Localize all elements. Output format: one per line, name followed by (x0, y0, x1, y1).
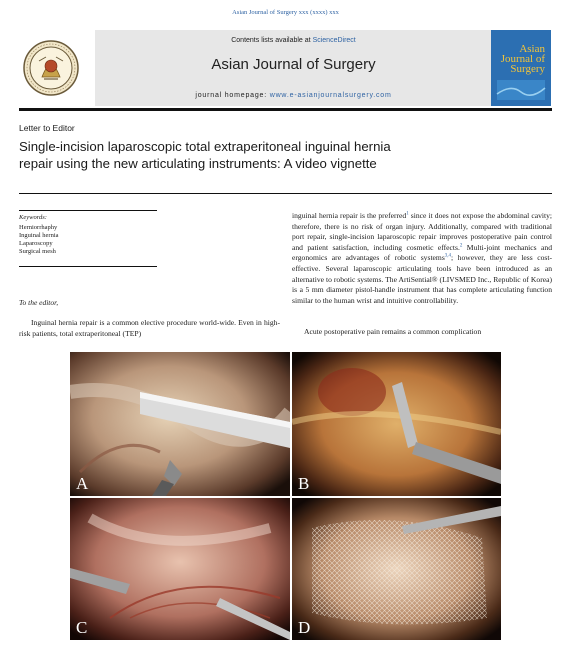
article-title-line2: repair using the new articulating instruments: A video vignette (19, 156, 377, 171)
body-paragraph-right-2: Acute postoperative pain remains a common complication (304, 327, 482, 336)
cover-title-line3: Surgery (510, 63, 545, 75)
keyword-item: Surgical mesh (19, 248, 56, 255)
body-paragraph-left: Inguinal hernia repair is a common elective procedure world-wide. Even in high-risk patients, total extraperitoneal (TEP) (19, 318, 280, 338)
panel-label: B (298, 474, 310, 493)
salutation: To the editor, (19, 298, 59, 307)
contents-prefix: Contents lists available at (231, 37, 313, 44)
journal-name: Asian Journal of Surgery (211, 56, 376, 73)
body-paragraph-right (292, 211, 552, 306)
paragraph-segment: inguinal hernia repair is the preferred (292, 211, 407, 220)
panel-label: C (76, 618, 88, 637)
figure-panel-a (70, 352, 290, 496)
figure-panel-d (292, 498, 501, 640)
homepage-prefix: journal homepage: (195, 92, 270, 99)
journal-masthead (95, 30, 492, 106)
cover-title-line1: Asian (519, 43, 545, 55)
header-divider (19, 108, 552, 111)
keyword-item: Laparoscopy (19, 240, 53, 247)
sciencedirect-link[interactable]: ScienceDirect (312, 37, 356, 44)
title-divider (19, 193, 552, 194)
article-type: Letter to Editor (19, 123, 75, 133)
cover-decoration-icon (491, 76, 551, 106)
keywords-heading: Keywords: (19, 214, 47, 221)
journal-reference: Asian Journal of Surgery xxx (xxxx) xxx (232, 9, 339, 16)
contents-line (95, 37, 492, 44)
figure-panel-b (292, 352, 501, 496)
cover-title (491, 44, 551, 74)
paragraph-segment: Multi-joint mechanics and ergonomics are advantages of robotic systems (292, 242, 552, 263)
citation-link[interactable]: 2 (459, 243, 463, 249)
cover-title-line2: Journal of (500, 53, 545, 65)
citation-link[interactable]: 3,4 (444, 253, 452, 259)
panel-label: A (76, 474, 89, 493)
society-logo-icon (22, 39, 80, 97)
keyword-item: Herniorrhaphy (19, 224, 58, 231)
panel-label: D (298, 618, 311, 637)
figure-laparoscopic-views (70, 352, 501, 640)
citation-link[interactable]: 1 (406, 211, 409, 217)
journal-cover-thumbnail (491, 30, 551, 106)
journal-homepage-line (95, 92, 492, 99)
paragraph-segment: since it does not expose the abdominal cavity; therefore, there is no risk of organ injury. Additionally, compared with traditional port repair, single-incision laparoscopic repair improves postoperative pain control and patient satisfaction, including cosmetic effects. (292, 211, 552, 252)
keyword-item: Inguinal hernia (19, 232, 59, 239)
figure-panel-c (70, 498, 290, 640)
article-title (19, 138, 499, 172)
paragraph-segment: ; however, they are less cost-effective. Several laparoscopic articulating tools have been introduced as an alternative to robotic systems. The ArtiSential® (LIVSMED Inc., Republic of Korea) is a 5 mm diameter pistol-handle instrument that has complete articulating function similar to the human wrist and intuitive controllability. (292, 253, 552, 305)
journal-homepage-link[interactable]: www.e-asianjournalsurgery.com (269, 92, 392, 99)
keywords-bottom-rule (19, 266, 157, 267)
keywords-top-rule (19, 210, 157, 211)
article-title-line1: Single-incision laparoscopic total extraperitoneal inguinal hernia (19, 139, 391, 154)
journal-header (19, 30, 552, 106)
